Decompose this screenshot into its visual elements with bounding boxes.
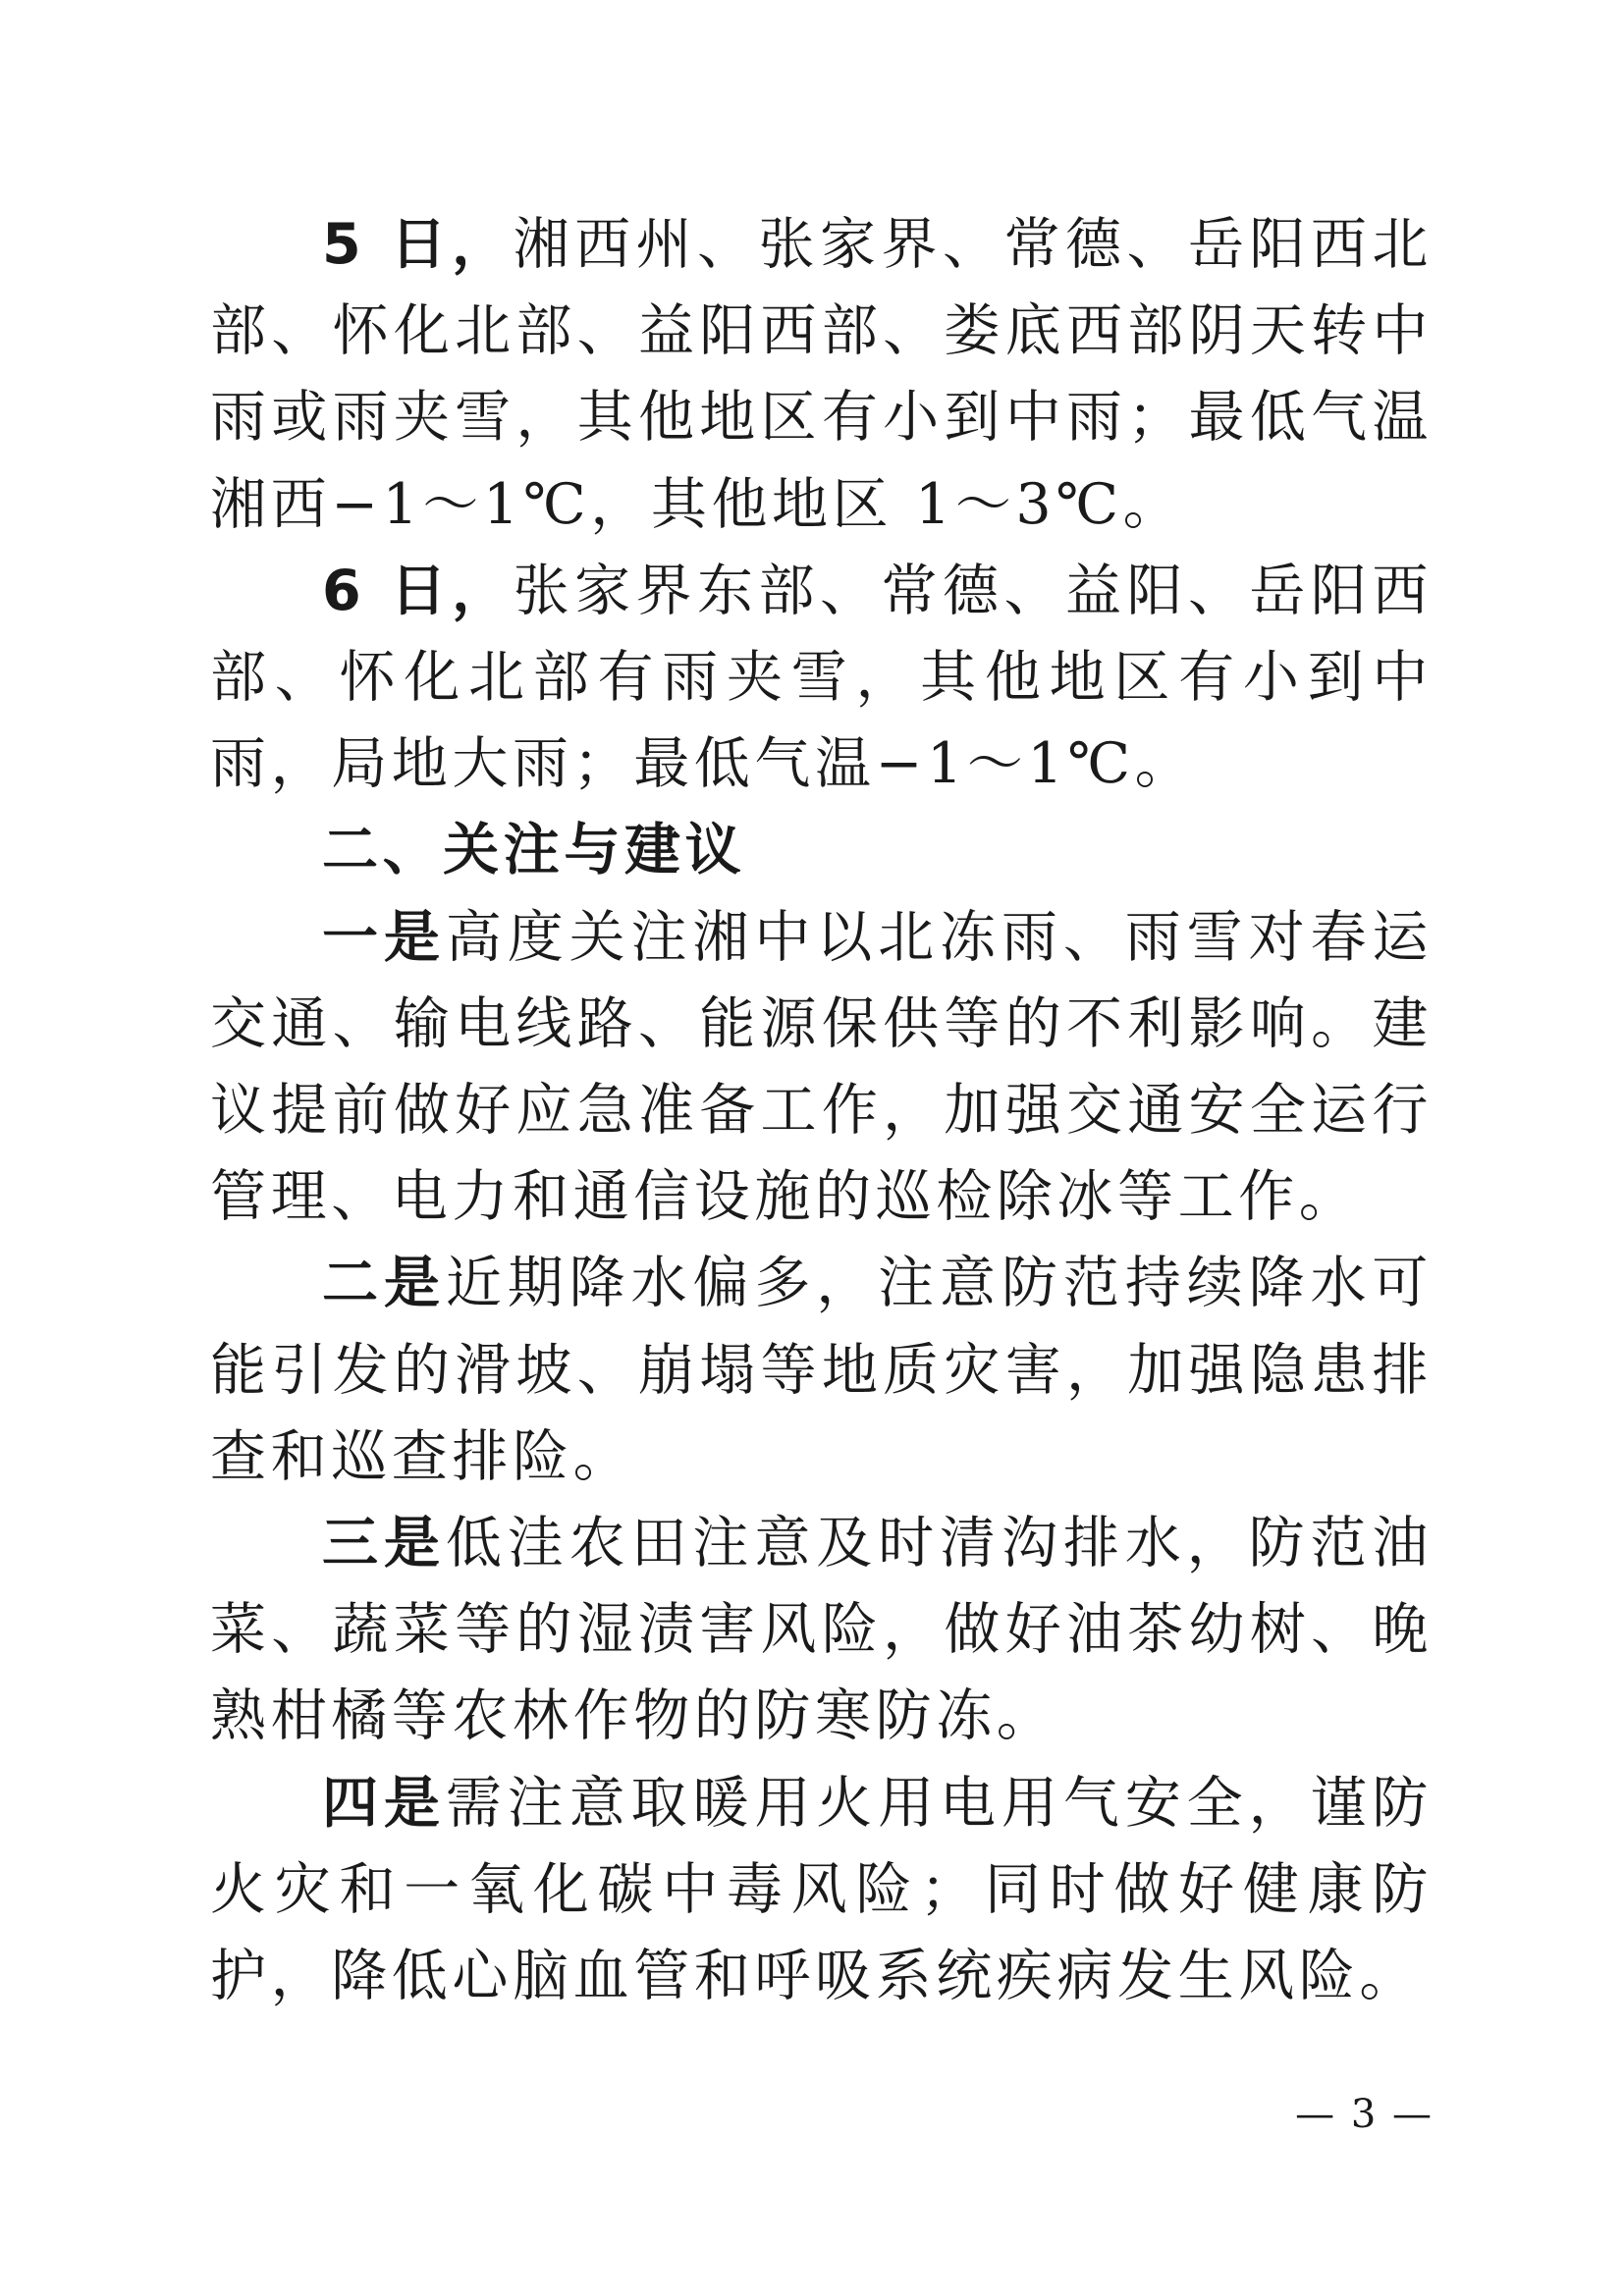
advice-item-4-text: 需注意取暖用火用电用气安全，谨防火灾和一氧化碳中毒风险；同时做好健康防护，降低心脑血管和呼吸系统疾病发生风险。	[210, 1770, 1433, 2009]
forecast-day5-text: 湘西州、张家界、常德、岳阳西北部、怀化北部、益阳西部、娄底西部阴天转中雨或雨夹雪，其他地区有小到中雨；最低气温湘西−1～1℃，其他地区 1～3℃。	[210, 212, 1434, 537]
advice-item-2	[210, 1240, 1433, 1500]
section-heading: 二、关注与建议	[322, 818, 746, 883]
page-number: — 3 —	[1295, 2092, 1434, 2137]
advice-item-3	[210, 1500, 1433, 1760]
advice-item-3-lead: 三是	[322, 1511, 446, 1576]
document-body	[210, 201, 1433, 2019]
advice-item-1-lead: 一是	[322, 904, 446, 970]
advice-item-2-lead: 二是	[322, 1251, 446, 1316]
advice-item-3-text: 低洼农田注意及时清沟排水，防范油菜、蔬菜等的湿渍害风险，做好油茶幼树、晚熟柑橘等农林作物的防寒防冻。	[210, 1511, 1433, 1749]
advice-item-1-text: 高度关注湘中以北冻雨、雨雪对春运交通、输电线路、能源保供等的不利影响。建议提前做好应急准备工作，加强交通安全运行管理、电力和通信设施的巡检除冰等工作。	[210, 904, 1433, 1230]
forecast-day6-paragraph	[210, 548, 1433, 808]
forecast-day6-lead: 6 日，	[322, 558, 514, 623]
advice-item-4-lead: 四是	[322, 1770, 446, 1836]
advice-item-4	[210, 1760, 1433, 2020]
forecast-day5-paragraph	[210, 201, 1433, 548]
forecast-day6-text: 张家界东部、常德、益阳、岳阳西部、怀化北部有雨夹雪，其他地区有小到中雨，局地大雨；最低气温−1～1℃。	[210, 558, 1434, 797]
forecast-day5-lead: 5 日，	[322, 212, 514, 277]
advice-item-1	[210, 894, 1433, 1241]
advice-item-2-text: 近期降水偏多，注意防范持续降水可能引发的滑坡、崩塌等地质灾害，加强隐患排查和巡查排险。	[210, 1251, 1433, 1489]
